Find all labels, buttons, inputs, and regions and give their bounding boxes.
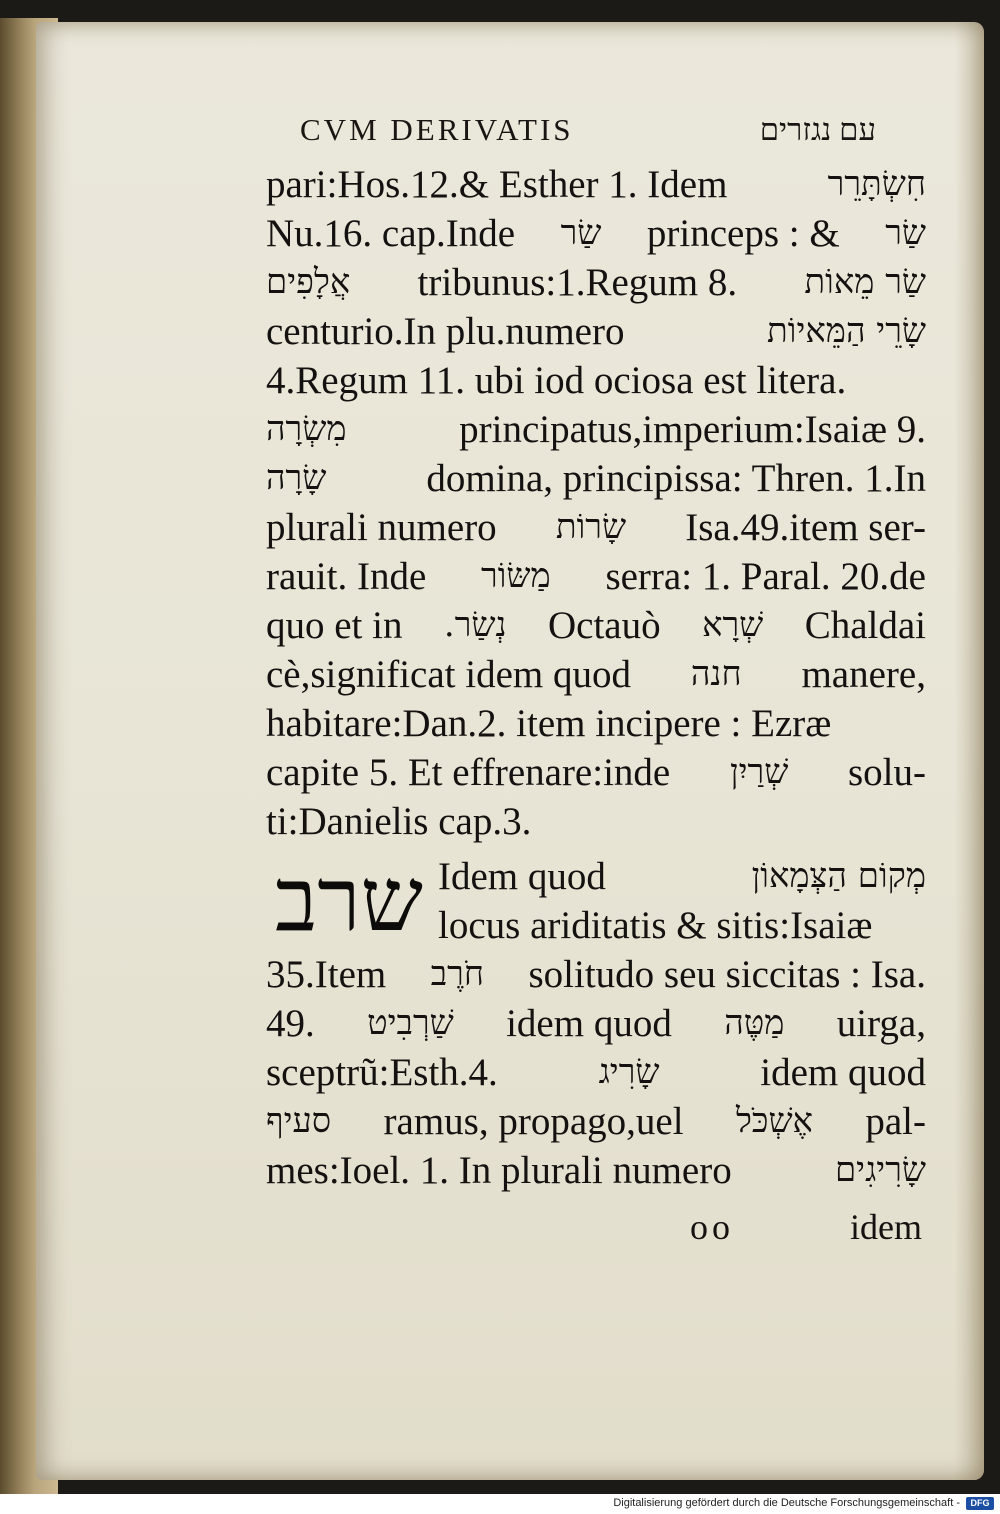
catchword: idem	[850, 1207, 922, 1247]
latin-text: 35.Item	[266, 953, 387, 996]
latin-text: 4.Regum 11. ubi iod ociosa est litera.	[266, 359, 847, 402]
hebrew-word: שָׂרָה	[266, 458, 327, 498]
text-line	[266, 503, 926, 552]
latin-text: uirga,	[836, 1002, 926, 1045]
latin-text: idem quod	[760, 1051, 926, 1094]
hebrew-word: שָׂרֵי הַמֵּאיוֹת	[767, 311, 926, 351]
text-line	[266, 950, 926, 999]
latin-text: sceptrũ:Esth.4.	[266, 1051, 498, 1094]
hebrew-word: שַׁרְבִיט	[367, 1003, 454, 1043]
text-line	[266, 699, 926, 748]
text-line	[266, 852, 926, 901]
latin-text: ramus, propago,uel	[383, 1100, 684, 1143]
text-line	[266, 1146, 926, 1195]
signature-mark: oo	[690, 1207, 734, 1247]
latin-text: 49.	[266, 1002, 315, 1045]
latin-text: solu-	[848, 751, 926, 794]
hebrew-word: מִשְׂרָה	[266, 409, 347, 449]
latin-text: manere,	[801, 653, 926, 696]
hebrew-word: מַטֶּה	[724, 1003, 785, 1043]
text-line	[266, 258, 926, 307]
hebrew-word: שַׂר	[885, 213, 926, 253]
text-line	[266, 160, 926, 209]
latin-text: Idem quod	[438, 855, 606, 898]
latin-text: princeps : &	[646, 212, 840, 255]
funding-credit: Digitalisierung gefördert durch die Deutsche Forschungsgemeinschaft -	[613, 1497, 960, 1509]
hebrew-word: חנה	[690, 654, 742, 694]
latin-text: pari:Hos.12.& Esther 1. Idem	[266, 163, 728, 206]
hebrew-word: מַשּׂוֹר	[481, 556, 551, 596]
header-latin: CVM DERIVATIS	[300, 112, 574, 147]
hebrew-word: חִשְׂתָּרֵר	[827, 164, 926, 204]
latin-text: mes:Ioel. 1. In plurali numero	[266, 1149, 732, 1192]
hebrew-word: שָׂרוֹת	[555, 507, 627, 547]
latin-text: cè,significat idem quod	[266, 653, 631, 696]
text-line	[266, 797, 926, 846]
hebrew-word: נְשַׂר.	[443, 605, 507, 645]
continuation-text	[266, 950, 926, 1195]
hebrew-word: סעיף	[266, 1101, 332, 1141]
latin-text: Chaldai	[804, 604, 926, 647]
text-line	[266, 356, 926, 405]
latin-text: Octauò	[548, 604, 661, 647]
hebrew-word: מְקוֹם הַצְּמָאוֹן	[751, 856, 926, 896]
latin-text: capite 5. Et effrenare:inde	[266, 751, 671, 794]
text-line	[266, 405, 926, 454]
latin-text: rauit. Inde	[266, 555, 427, 598]
hebrew-word: שַׂר מֵאוֹת	[804, 262, 926, 302]
latin-text: quo et in	[266, 604, 403, 647]
text-line	[266, 209, 926, 258]
latin-text: tribunus:1.Regum 8.	[417, 261, 738, 304]
latin-text: plurali numero	[266, 506, 497, 549]
dfg-logo: DFG	[966, 1497, 994, 1510]
hebrew-word: שַׂר	[560, 213, 602, 253]
latin-text: habitare:Dan.2. item incipere : Ezræ	[266, 702, 832, 745]
page-shadow	[954, 22, 984, 1480]
hebrew-word: שָׂרִיגִים	[834, 1150, 926, 1190]
text-line	[266, 454, 926, 503]
text-line	[266, 552, 926, 601]
text-line	[266, 748, 926, 797]
hebrew-word: אֶשְׁכֹּל	[735, 1101, 813, 1141]
latin-text: pal-	[865, 1100, 926, 1143]
hebrew-word: שָׂרִיג	[598, 1052, 660, 1092]
catchword-line	[266, 1202, 922, 1246]
latin-text: centurio.In plu.numero	[266, 310, 625, 353]
latin-text: Nu.16. cap.Inde	[266, 212, 516, 255]
hebrew-word: אֲלָפִים	[266, 262, 351, 302]
drop-cap: שרב	[275, 848, 423, 951]
latin-text: serra: 1. Paral. 20.de	[605, 555, 926, 598]
text-line	[266, 650, 926, 699]
text-line	[266, 1048, 926, 1097]
running-header	[300, 108, 920, 154]
hebrew-word: שְׁרָא	[702, 605, 764, 645]
text-line	[266, 999, 926, 1048]
hebrew-word: חֹרֶב	[430, 954, 484, 994]
latin-text: locus ariditatis & sitis:Isaiæ	[438, 904, 873, 947]
latin-text: domina, principissa: Thren. 1.In	[426, 457, 926, 500]
text-line	[266, 901, 926, 950]
latin-text: idem quod	[506, 1002, 672, 1045]
latin-text: Isa.49.item ser-	[685, 506, 926, 549]
digitization-footer	[0, 1494, 1000, 1514]
text-line	[266, 601, 926, 650]
hebrew-word: שְׁרַיִן	[729, 752, 789, 792]
main-text	[266, 160, 926, 846]
entry-text	[266, 848, 926, 951]
text-line	[266, 307, 926, 356]
text-line	[266, 1097, 926, 1146]
latin-text: solitudo seu siccitas : Isa.	[528, 953, 926, 996]
latin-text: principatus,imperium:Isaiæ 9.	[459, 408, 926, 451]
header-hebrew: עם נגזרים	[759, 112, 876, 147]
latin-text: ti:Danielis cap.3.	[266, 800, 532, 843]
